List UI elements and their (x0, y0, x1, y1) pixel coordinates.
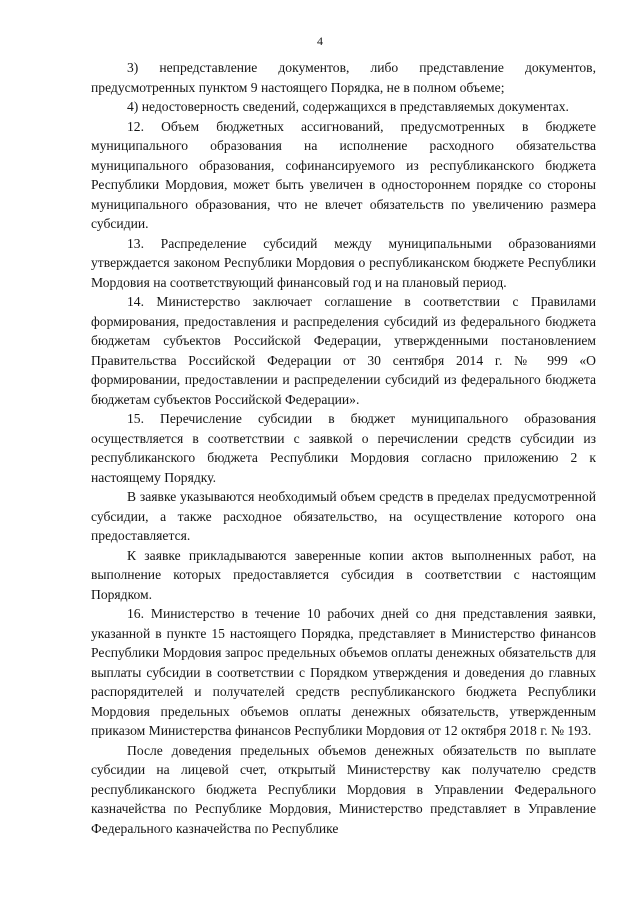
paragraph-14: 14. Министерство заключает соглашение в соответствии с Правилами формирования, предоставления и распределения субсидий из федерального бюджета бюджетам субъектов Российской Федерации, утвержденными постановлением Правительства Российской Федерации от 30 сентября 2014 г. № 999 «О формировании, предоставлении и распределении субсидий из федерального бюджета бюджетам субъектов Российской Федерации». (91, 294, 596, 407)
paragraph-15-attachments: К заявке прикладываются заверенные копии актов выполненных работ, на выполнение которых предоставляется субсидия в соответствии с настоящим Порядком. (91, 547, 596, 602)
paragraph-15-request-contents: В заявке указываются необходимый объем средств в пределах предусмотренной субсидии, а также расходное обязательство, на осуществление которого она предоставляется. (91, 489, 596, 543)
paragraph-16: 16. Министерство в течение 10 рабочих дней со дня представления заявки, указанной в пункте 15 настоящего Порядка, представляет в Министерство финансов Республики Мордовия запрос предельных объемов оплаты денежных обязательств для выплаты субсидии в соответствии с Порядком утверждения и доведения до главных распорядителей и получателей средств республиканского бюджета Республики Мордовия предельных объемов оплаты денежных обязательств, утвержденным приказом Министерства финансов Республики Мордовия от 12 октября 2018 г. № 193. (91, 606, 596, 738)
document-body (91, 58, 596, 838)
paragraph-15: 15. Перечисление субсидии в бюджет муниципального образования осуществляется в соответствии с заявкой о перечислении средств субсидии из республиканского бюджета Республики Мордовия согласно приложению 2 к настоящему Порядку. (91, 411, 596, 485)
page-number: 4 (317, 34, 323, 48)
paragraph-13: 13. Распределение субсидий между муниципальными образованиями утверждается законом Республики Мордовия о республиканском бюджете Республики Мордовия на соответствующий финансовый год и на плановый период. (91, 235, 596, 290)
paragraph-12: 12. Объем бюджетных ассигнований, предусмотренных в бюджете муниципального образования на исполнение расходного обязательства муниципального образования, софинансируемого из республиканского бюджета Республики Мордовия, может быть увеличен в одностороннем порядке со стороны муниципального образования, что не влечет обязательств по увеличению размера субсидии. (91, 118, 596, 231)
paragraph-item-4: 4) недостоверность сведений, содержащихся в представляемых документах. (127, 99, 569, 114)
paragraph-item-3: 3) непредставление документов, либо представление документов, предусмотренных пунктом 9 настоящего Порядка, не в полном объеме; (91, 60, 596, 95)
paragraph-16-continuation: После доведения предельных объемов денежных обязательств по выплате субсидии на лицевой счет, открытый Министерству как получателю средств республиканского бюджета Республики Мордовия в Управлении Федерального казначейства по Республике Мордовия, Министерство представляет в Управление Федерального казначейства по Республике (91, 742, 596, 836)
